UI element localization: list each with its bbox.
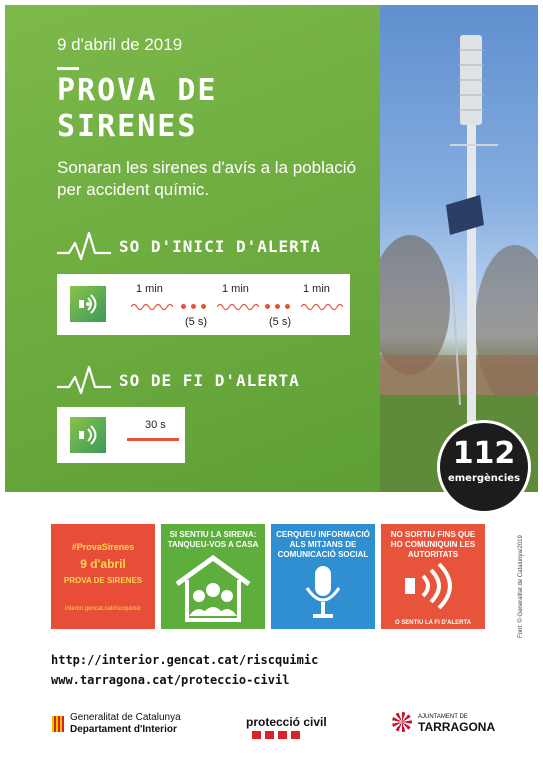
links — [51, 650, 318, 690]
duration-2: 1 min — [222, 283, 249, 295]
alert-start-label: SO D'INICI D'ALERTA — [119, 236, 322, 256]
tarragona-small: AJUNTAMENT DE — [418, 714, 468, 720]
link-riscquimic[interactable]: http://interior.gencat.cat/riscquimic — [51, 653, 319, 667]
tile-title: PROVA DE SIRENES — [63, 576, 143, 585]
pause-2: (5 s) — [269, 316, 291, 328]
tile-wait-text: NO SORTIU FINS QUE HO COMUNIQUIN LES AUTORITATS — [390, 530, 476, 559]
tarragona-big: TARRAGONA — [418, 720, 496, 734]
alert-start-card — [57, 274, 350, 335]
alert-end-card — [57, 407, 185, 463]
tile-stay-home — [161, 524, 265, 629]
gencat-logo — [52, 712, 181, 736]
alert-end-heading — [57, 365, 300, 395]
event-date: 9 d'abril de 2019 — [57, 35, 183, 54]
footer-logos — [0, 712, 543, 742]
emergency-badge — [437, 420, 531, 514]
title-rule — [57, 67, 79, 70]
proteccio-civil-logo — [246, 715, 327, 739]
tile-date: 9 d'abril — [80, 557, 126, 571]
proteccio-civil-text: protecció civil — [246, 715, 327, 729]
tile-wait — [381, 524, 485, 629]
tile-stay-home-text: SI SENTIU LA SIRENA: TANQUEU-VOS A CASA — [167, 530, 259, 549]
siren-speaker-icon — [401, 562, 465, 610]
emergency-label: emergències — [447, 473, 521, 484]
siren-photo — [380, 5, 538, 492]
tile-wait-footer: O SENTIU LA FI D'ALERTA — [394, 620, 472, 626]
pulse-icon — [57, 231, 111, 261]
speaker-icon — [70, 286, 106, 322]
page-title: PROVA DE SIRENES — [57, 73, 218, 144]
pause-dots — [265, 304, 290, 309]
senyera-icon — [52, 716, 64, 732]
wave-icon — [301, 302, 343, 312]
gencat-name: Generalitat de Catalunya — [70, 712, 181, 723]
duration-3: 1 min — [303, 283, 330, 295]
hero — [5, 5, 538, 492]
wave-icon — [131, 302, 173, 312]
alert-end-label: SO DE FI D'ALERTA — [119, 370, 300, 390]
proteccio-civil-bars — [252, 731, 327, 739]
pause-1: (5 s) — [185, 316, 207, 328]
speaker-icon — [70, 417, 106, 453]
tile-url: interior.gencat.cat/riscquimic — [65, 606, 141, 612]
tile-media-text: CERQUEU INFORMACIÓ ALS MITJANS DE COMUNICACIÓ SOCIAL — [276, 530, 370, 559]
subtitle: Sonaran les sirenes d'avís a la població per accident químic. — [57, 158, 357, 199]
pulse-icon — [57, 365, 111, 395]
tile-media — [271, 524, 375, 629]
microphone-icon — [301, 564, 345, 624]
alert-start-heading — [57, 231, 321, 261]
end-duration-bar — [127, 438, 179, 441]
tile-hashtag: #ProvaSirenes — [71, 542, 135, 552]
end-duration: 30 s — [145, 419, 166, 431]
gencat-department: Departament d'Interior — [70, 724, 177, 735]
house-family-icon — [171, 554, 255, 624]
emergency-number: 112 — [452, 436, 516, 471]
wave-icon — [217, 302, 259, 312]
green-panel — [5, 5, 380, 492]
tarragona-emblem-icon — [392, 712, 412, 732]
duration-1: 1 min — [136, 283, 163, 295]
link-proteccio-civil[interactable]: www.tarragona.cat/proteccio-civil — [51, 673, 290, 687]
tarragona-logo — [392, 712, 495, 732]
info-tiles — [51, 524, 485, 629]
photo-credit: Font: © Generalitat de Catalunya/2019 — [518, 535, 524, 638]
pause-dots — [181, 304, 206, 309]
tile-campaign — [51, 524, 155, 629]
